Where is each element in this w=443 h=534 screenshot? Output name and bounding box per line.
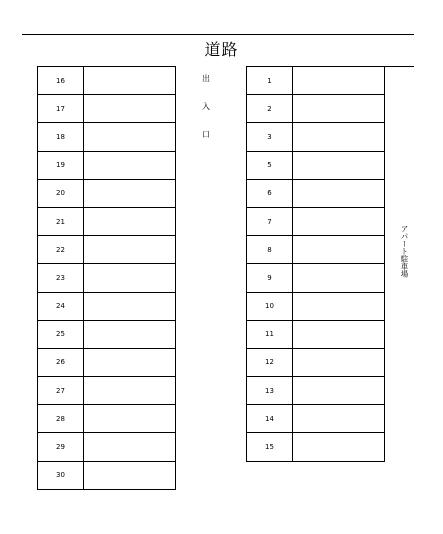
space-cell [84,405,176,433]
left-space-row [38,461,176,489]
left-space-row [38,123,176,151]
left-space-row [38,405,176,433]
space-number: 16 [38,67,84,95]
space-number: 10 [247,292,293,320]
space-number: 24 [38,292,84,320]
space-cell [84,461,176,489]
space-cell [293,320,385,348]
right-space-row [247,405,385,433]
space-number: 22 [38,236,84,264]
space-number: 28 [38,405,84,433]
right-space-row [247,123,385,151]
space-number: 7 [247,207,293,235]
right-space-row [247,179,385,207]
right-space-row [247,207,385,235]
left-space-row [38,179,176,207]
space-cell [293,207,385,235]
space-cell [84,320,176,348]
right-space-row [247,67,385,95]
space-cell [84,67,176,95]
space-number: 25 [38,320,84,348]
space-number: 19 [38,151,84,179]
space-number: 1 [247,67,293,95]
space-number: 26 [38,348,84,376]
space-cell [84,348,176,376]
space-cell [293,264,385,292]
right-space-row [247,377,385,405]
right-space-row [247,292,385,320]
apartment-parking-label: アパート駐車場 [400,225,409,278]
space-number: 17 [38,95,84,123]
entrance-char-2: 入 [202,102,210,111]
space-number: 21 [38,207,84,235]
space-cell [293,377,385,405]
space-cell [293,95,385,123]
space-number: 9 [247,264,293,292]
road-label: 道路 [204,40,239,59]
entrance-char-1: 出 [202,74,210,83]
space-cell [84,123,176,151]
left-space-row [38,95,176,123]
space-cell [293,179,385,207]
left-space-row [38,236,176,264]
space-cell [84,236,176,264]
space-number: 3 [247,123,293,151]
left-space-row [38,67,176,95]
right-space-row [247,348,385,376]
space-cell [84,95,176,123]
road-edge-line [22,34,414,35]
space-number: 11 [247,320,293,348]
parking-grid-right [246,66,385,462]
space-number: 29 [38,433,84,461]
space-cell [84,433,176,461]
right-space-row [247,320,385,348]
space-number: 30 [38,461,84,489]
space-cell [293,123,385,151]
space-number: 2 [247,95,293,123]
left-space-row [38,207,176,235]
left-space-row [38,377,176,405]
right-boundary-line [384,66,414,67]
space-cell [293,67,385,95]
space-cell [293,405,385,433]
space-number: 15 [247,433,293,461]
space-cell [84,179,176,207]
space-number: 18 [38,123,84,151]
right-space-row [247,151,385,179]
left-space-row [38,264,176,292]
right-space-row [247,95,385,123]
space-cell [293,292,385,320]
space-number: 8 [247,236,293,264]
left-space-row [38,151,176,179]
space-number: 20 [38,179,84,207]
left-space-row [38,348,176,376]
space-number: 5 [247,151,293,179]
space-cell [84,151,176,179]
space-number: 12 [247,348,293,376]
left-space-row [38,320,176,348]
parking-grid-left [37,66,176,490]
right-space-row [247,236,385,264]
space-cell [84,377,176,405]
space-cell [293,433,385,461]
space-number: 14 [247,405,293,433]
right-space-row [247,433,385,461]
entrance-char-3: 口 [202,130,210,139]
space-number: 23 [38,264,84,292]
space-number: 13 [247,377,293,405]
right-space-row [247,264,385,292]
space-cell [293,236,385,264]
space-number: 27 [38,377,84,405]
space-cell [293,151,385,179]
space-cell [84,292,176,320]
space-cell [293,348,385,376]
space-number: 6 [247,179,293,207]
space-cell [84,207,176,235]
left-space-row [38,433,176,461]
left-space-row [38,292,176,320]
space-cell [84,264,176,292]
